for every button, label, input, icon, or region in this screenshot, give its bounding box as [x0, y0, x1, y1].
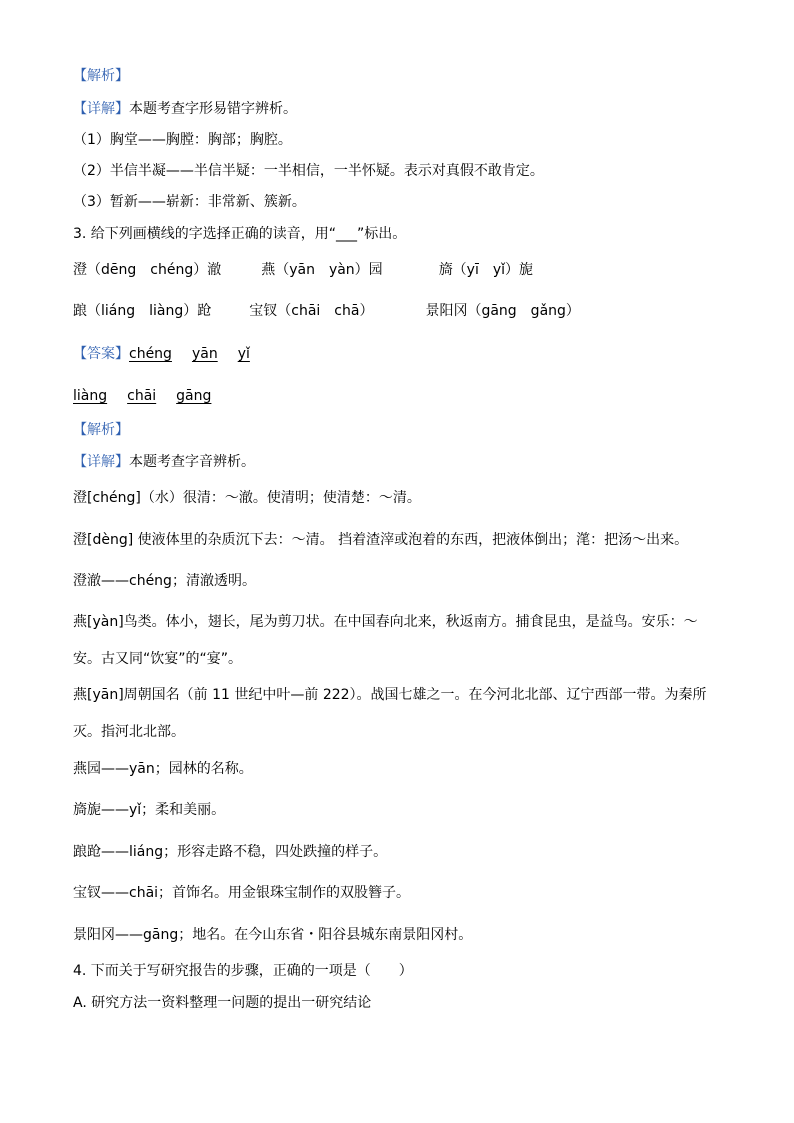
answer-pinyin: chéng: [129, 346, 172, 362]
pinyin-choice: 宝钗（chāi chā）: [249, 303, 374, 319]
analysis-heading: 【解析】: [73, 422, 129, 438]
answer-line: [73, 345, 250, 363]
pinyin-choice: 燕（yān yàn）园: [261, 262, 383, 278]
detail-text: 本题考查字形易错字辨析。: [129, 101, 297, 117]
answer-pinyin: yǐ: [237, 346, 250, 362]
pinyin-choice: 踉（liáng liàng）跄: [73, 303, 212, 319]
analysis-line: 灭。指河北北部。: [73, 724, 185, 740]
detail-tag: 【详解】: [73, 101, 129, 117]
answer-line: [73, 387, 211, 405]
pinyin-choice: 澄（dēng chéng）澈: [73, 262, 222, 278]
analysis-line: 澄[dèng] 使液体里的杂质沉下去：～清。 挡着渣滓或泡着的东西，把液体倒出；滗：把汤～出来。: [73, 532, 689, 548]
analysis-line: 澄[chéng]（水）很清：～澈。使清明；使清楚：～清。: [73, 490, 421, 506]
analysis-line: 燕[yàn]鸟类。体小，翅长，尾为剪刀状。在中国春向北来，秋返南方。捕食昆虫，是益鸟。安乐：～: [73, 614, 698, 630]
answer-tag: 【答案】: [73, 346, 129, 362]
analysis-item: （1）胸堂——胸膛：胸部；胸腔。: [73, 132, 292, 148]
question-3-row: [73, 302, 580, 320]
analysis-line: 澄澈——chéng；清澈透明。: [73, 573, 256, 589]
analysis-line: 燕[yān]周朝国名（前 11 世纪中叶—前 222）。战国七雄之一。在今河北北部、辽宁西部一带。为秦所: [73, 687, 707, 703]
analysis-line: 安。古又同“饮宴”的“宴”。: [73, 651, 243, 667]
answer-pinyin: gāng: [176, 388, 212, 404]
answer-pinyin: liàng: [73, 388, 108, 404]
analysis-heading: 【解析】: [73, 68, 129, 84]
analysis-item: （2）半信半凝——半信半疑：一半相信，一半怀疑。表示对真假不敢肯定。: [73, 163, 544, 179]
detail-text: 本题考查字音辨析。: [129, 454, 255, 470]
analysis-line: 宝钗——chāi；首饰名。用金银珠宝制作的双股簪子。: [73, 885, 411, 901]
detail-line: [73, 100, 297, 118]
pinyin-choice: 旖（yī yǐ）旎: [438, 262, 534, 278]
pinyin-choice: 景阳冈（gāng gǎng）: [425, 303, 580, 319]
question-3-row: [73, 261, 533, 279]
answer-pinyin: chāi: [127, 388, 157, 404]
question-4-stem: 4. 下而关于写研究报告的步骤，正确的一项是（ ）: [73, 963, 413, 979]
analysis-line: 景阳冈——gāng；地名。在今山东省・阳谷县城东南景阳冈村。: [73, 927, 473, 943]
analysis-item: （3）暂新——崭新：非常新、簇新。: [73, 194, 306, 210]
question-3-stem: 3. 给下列画横线的字选择正确的读音，用“___”标出。: [73, 226, 407, 242]
option-a: A. 研究方法一资料整理一问题的提出一研究结论: [73, 995, 372, 1011]
analysis-line: 踉跄——liáng；形容走路不稳，四处跌撞的样子。: [73, 844, 388, 860]
detail-line: [73, 453, 255, 471]
analysis-line: 燕园——yān；园林的名称。: [73, 761, 253, 777]
analysis-line: 旖旎——yǐ；柔和美丽。: [73, 802, 226, 818]
answer-pinyin: yān: [191, 346, 218, 362]
detail-tag: 【详解】: [73, 454, 129, 470]
